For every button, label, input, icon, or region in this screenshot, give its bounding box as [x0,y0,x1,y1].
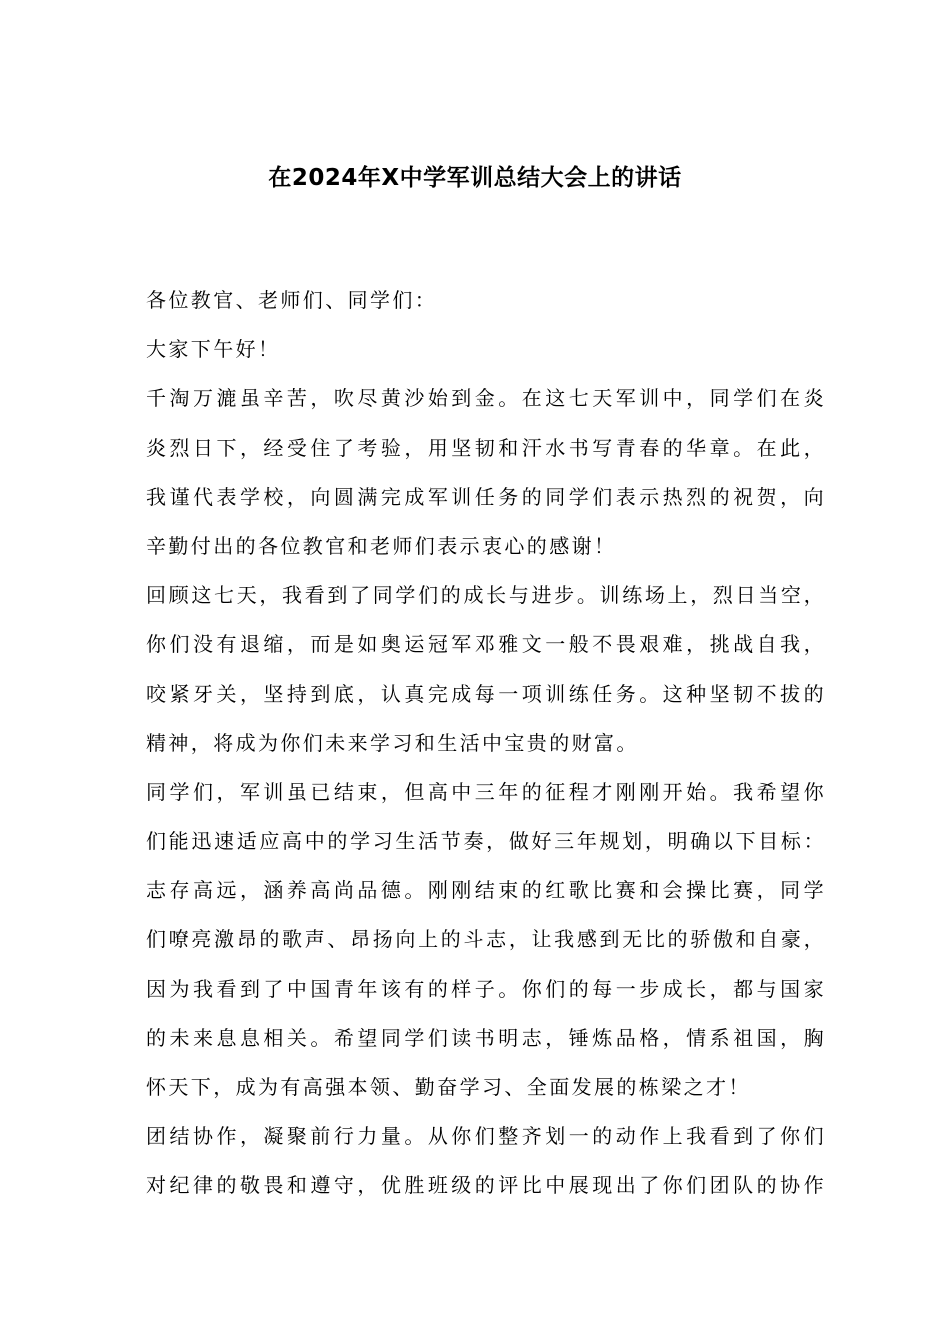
paragraph-line: 团结协作，凝聚前行力量。从你们整齐划一的动作上我看到了你们 [146,1124,826,1149]
paragraph-line: 咬紧牙关，坚持到底，认真完成每一项训练任务。这种坚韧不拔的 [146,681,826,706]
paragraph-line: 的未来息息相关。希望同学们读书明志，锤炼品格，情系祖国，胸 [146,1025,826,1050]
paragraph-line: 炎烈日下，经受住了考验，用坚韧和汗水书写青春的华章。在此， [146,435,826,460]
document-title: 在2024年X中学军训总结大会上的讲话 [268,165,682,191]
salutation-line: 各位教官、老师们、同学们： [146,288,438,312]
paragraph-line: 回顾这七天，我看到了同学们的成长与进步。训练场上，烈日当空， [146,583,826,608]
paragraph-line: 千淘万漉虽辛苦，吹尽黄沙始到金。在这七天军训中，同学们在炎 [146,386,826,411]
paragraph-line: 精神，将成为你们未来学习和生活中宝贵的财富。 [146,730,639,755]
paragraph-line: 们能迅速适应高中的学习生活节奏，做好三年规划，明确以下目标： [146,829,826,854]
paragraph-line: 辛勤付出的各位教官和老师们表示衷心的感谢！ [146,533,617,558]
greeting-line: 大家下午好！ [146,337,281,362]
paragraph-line: 志存高远，涵养高尚品德。刚刚结束的红歌比赛和会操比赛，同学 [146,878,826,903]
paragraph-line: 们嘹亮激昂的歌声、昂扬向上的斗志，让我感到无比的骄傲和自豪， [146,927,826,952]
paragraph-line: 对纪律的敬畏和遵守，优胜班级的评比中展现出了你们团队的协作 [146,1173,826,1198]
paragraph-line: 我谨代表学校，向圆满完成军训任务的同学们表示热烈的祝贺，向 [146,484,826,509]
document-body [146,282,826,1217]
paragraph-line: 怀天下，成为有高强本领、勤奋学习、全面发展的栋梁之才！ [146,1075,751,1099]
paragraph-line: 因为我看到了中国青年该有的样子。你们的每一步成长，都与国家 [146,976,826,1001]
paragraph-line: 你们没有退缩，而是如奥运冠军邓雅文一般不畏艰难，挑战自我， [146,632,826,657]
paragraph-line: 同学们，军训虽已结束，但高中三年的征程才刚刚开始。我希望你 [146,779,826,804]
